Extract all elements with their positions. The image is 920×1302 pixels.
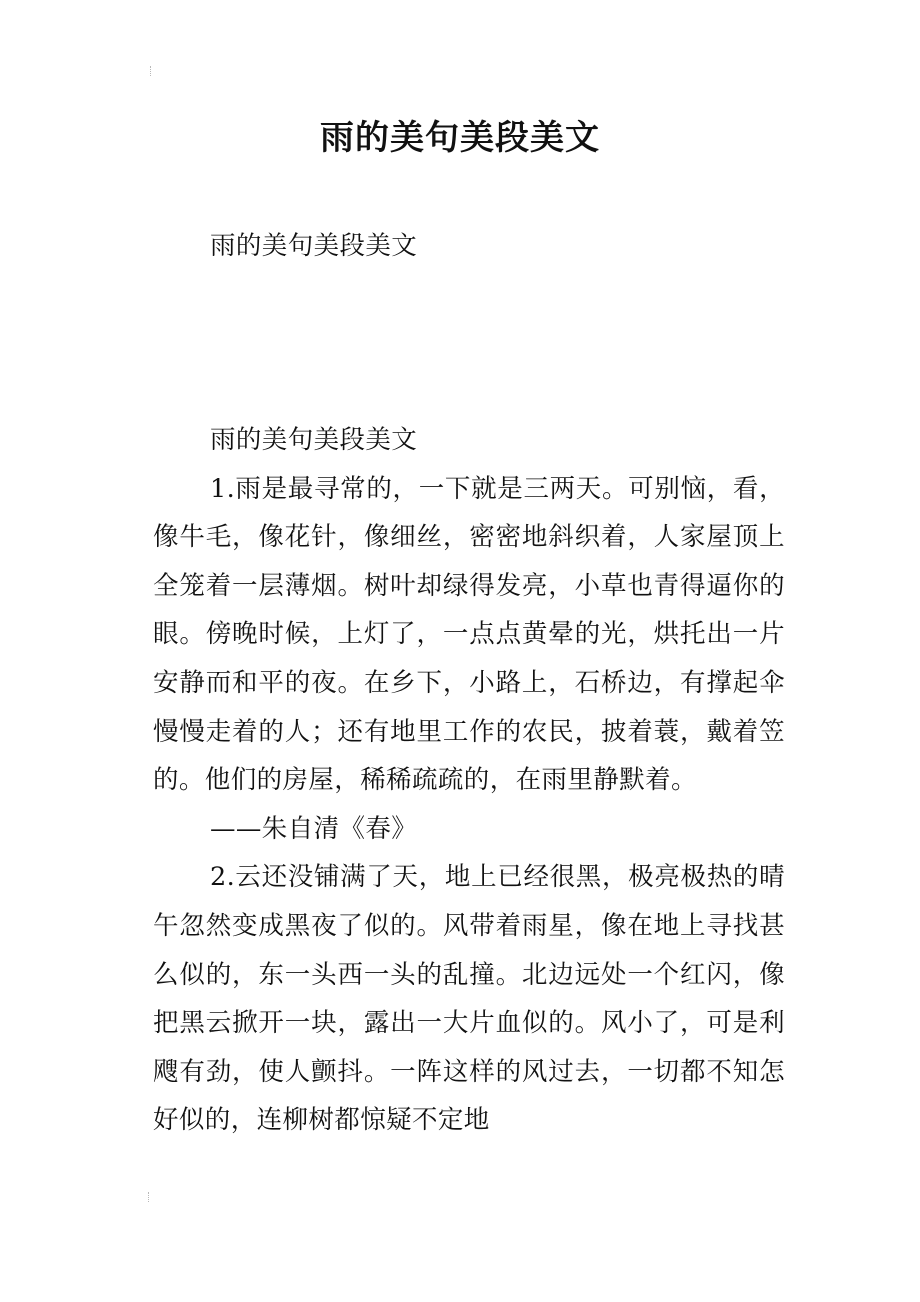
article-body [153,416,785,1145]
subtitle [153,222,785,271]
subtitle-text: 雨的美句美段美文 [210,231,418,261]
paragraph-1: 1.雨是最寻常的，一下就是三两天。可别恼，看，像牛毛，像花针，像细丝，密密地斜织着，人家屋顶上全笼着一层薄烟。树叶却绿得发亮，小草也青得逼你的眼。傍晚时候，上灯了，一点点黄晕的光，烘托出一片安静而和平的夜。在乡下，小路上，石桥边，有撑起伞慢慢走着的人；还有地里工作的农民，披着蓑，戴着笠的。他们的房屋，稀稀疏疏的，在雨里静默着。 [153,473,785,796]
paragraph-2: 2.云还没铺满了天，地上已经很黑，极亮极热的晴午忽然变成黑夜了似的。风带着雨星，像在地上寻找甚么似的，东一头西一头的乱撞。北边远处一个红闪，像把黑云掀开一块，露出一大片血似的。风小了，可是利飕有劲，使人颤抖。一阵这样的风过去，一切都不知怎好似的，连柳树都惊疑不定地 [153,862,785,1136]
section-heading: 雨的美句美段美文 [210,425,418,455]
document-title: 雨的美句美段美文 [320,118,600,158]
corner-mark [150,66,154,76]
corner-mark [148,1192,152,1202]
quote-attribution: ——朱自清《春》 [210,813,418,844]
